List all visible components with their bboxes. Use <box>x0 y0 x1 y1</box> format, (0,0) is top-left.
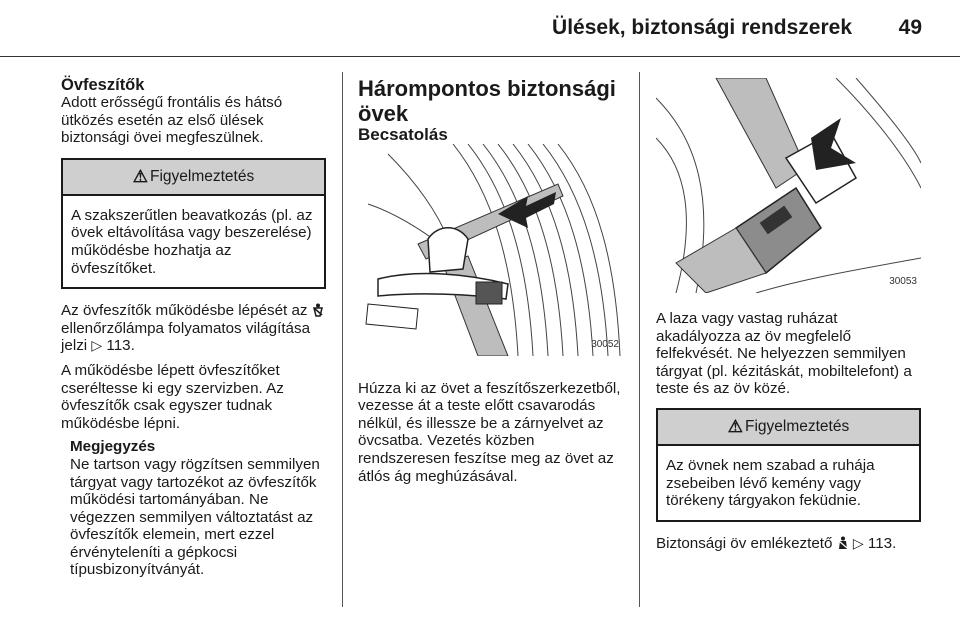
page-ref[interactable]: 113. <box>867 534 897 552</box>
seatbelt-reminder-paragraph: Biztonsági öv emlékeztető ▷ 113. <box>656 534 897 552</box>
subheading-fastening: Becsatolás <box>358 125 448 144</box>
column-divider-2 <box>639 72 640 607</box>
column-3 <box>656 76 921 552</box>
page-ref[interactable]: 113. <box>106 337 135 355</box>
column-1 <box>61 76 326 579</box>
belt-illustration-1 <box>358 144 623 356</box>
warning-title: Figyelmeztetés <box>150 167 255 185</box>
fastening-instructions: Húzza ki az övet a feszítőszerkezetből, vezesse át a teste előtt csavarodás nélkül, és illessze be a zárnyelvet az övcsatba. Vezetés közben rendszeresen feszítse meg az övet az átlós ág meghúzásával. <box>358 379 621 485</box>
note-title: Megjegyzés <box>70 438 156 456</box>
warning-triangle-icon: ⚠ <box>132 166 148 186</box>
column-divider-1 <box>342 72 343 607</box>
section-heading-three-point-belts: Hárompontos biztonsági övek <box>358 76 616 126</box>
note-text: Ne tartson vagy rögzítsen semmilyen tárgyat vagy tartozékot az övfeszítők működési tartományában. Ne végezzen semmilyen változtatást az övfeszítők elemein, mert ezzel érvényteleníti a gépkocsi típusbizonyítványát. <box>70 455 320 579</box>
belt-illustration-2 <box>656 78 921 293</box>
intro-paragraph: Adott erősségű frontális és hátsó ütközés esetén az első ülések biztonsági övei megfeszülnek. <box>61 94 283 147</box>
figure-number: 30052 <box>591 339 619 350</box>
warning-text: A szakszerűtlen beavatkozás (pl. az övek eltávolítása vagy beszerelése) működésbe hozhatja az övfeszítőket. <box>71 206 313 277</box>
warning-header <box>63 160 324 196</box>
figure-number: 30053 <box>889 276 917 288</box>
pretensioner-indicator-paragraph: Az övfeszítők működésbe lépését az ellenőrzőlámpa folyamatos világítása jelzi ▷ 113. <box>61 302 326 355</box>
warning-text: Az övnek nem szabad a ruhája zsebeiben lévő kemény vagy törékeny tárgyakon feküdnie. <box>666 456 875 510</box>
section-heading-ovfeszitok: Övfeszítők <box>61 76 145 94</box>
replacement-paragraph: A működésbe lépett övfeszítőket cseréltesse ki egy szervizben. Az övfeszítők csak egyszer tudnak működésbe lépni. <box>61 361 284 432</box>
warning-box-2 <box>656 408 921 522</box>
warning-box <box>61 158 326 289</box>
warning-triangle-icon: ⚠ <box>727 417 743 437</box>
clothing-paragraph: A laza vagy vastag ruházat akadályozza az öv megfelelő felfekvését. Ne helyezzen semmilyen tárgyat (pl. kézitáskát, mobiltelefont) a teste és az öv közé. <box>656 310 912 398</box>
page-ref-arrow-icon: ▷ <box>91 337 103 354</box>
page-header <box>0 0 960 58</box>
header-rule <box>0 56 960 57</box>
warning-header <box>658 410 919 446</box>
warning-title: Figyelmeztetés <box>745 418 850 436</box>
seatbelt-reminder-icon <box>837 536 849 550</box>
pretensioner-warning-lamp-icon <box>312 303 324 317</box>
figure-buckle <box>656 78 921 293</box>
note-block <box>61 438 326 579</box>
page-ref-arrow-icon: ▷ <box>852 534 864 551</box>
column-2 <box>358 76 623 485</box>
page-number: 49 <box>898 16 922 39</box>
page-title: Ülések, biztonsági rendszerek <box>552 16 852 39</box>
figure-fastening-belt <box>358 144 623 356</box>
